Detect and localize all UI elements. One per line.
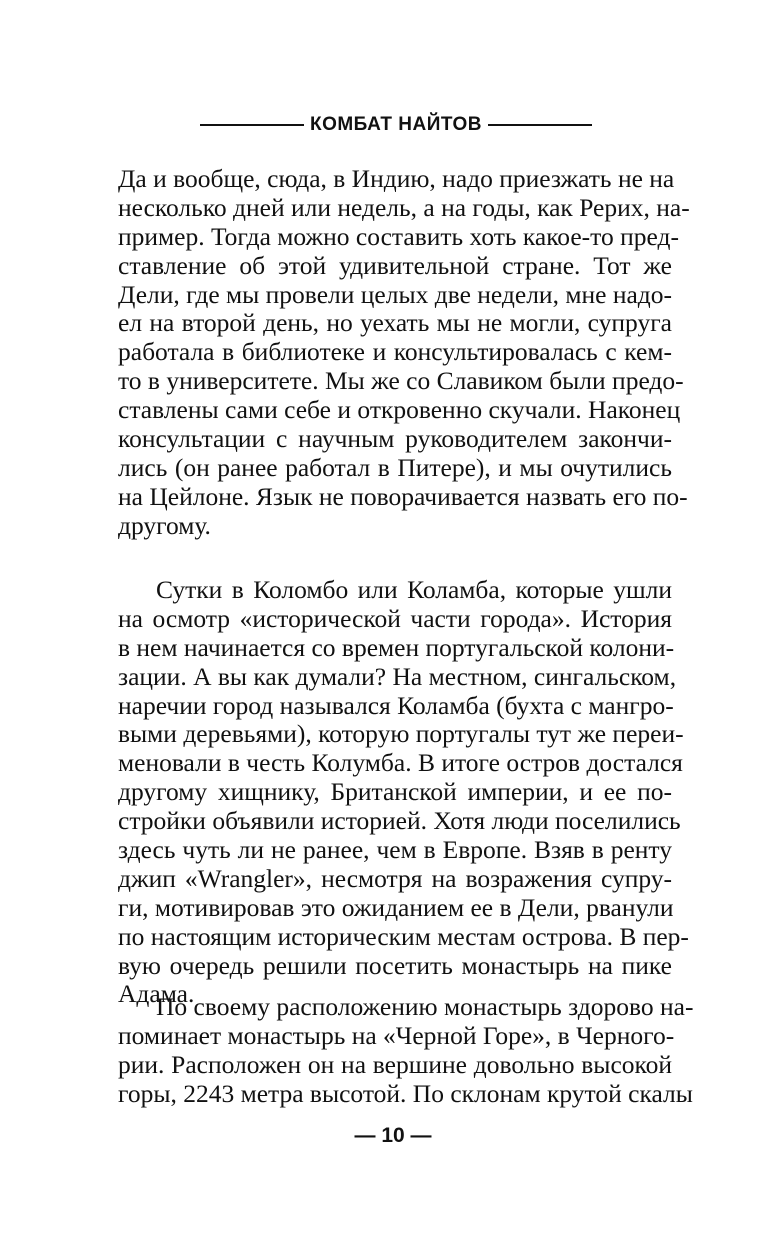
paragraph-2 [118, 575, 689, 1009]
text-line: вую очередь решили посетить монастырь на пике [118, 950, 672, 980]
header-rule-right [488, 124, 592, 126]
text-line: По своему расположению монастырь здорово на- [156, 992, 694, 1021]
paragraph-3 [118, 992, 694, 1109]
text-line: стройки объявили историей. Хотя люди поселились [118, 806, 681, 836]
text-line: Да и вообще, сюда, в Индию, надо приезжать не на [118, 164, 675, 193]
text-line: пример. Тогда можно составить хоть какое-то пред- [118, 221, 679, 251]
text-line: горы, 2243 метра высотой. По склонам крутой скалы [118, 1078, 693, 1108]
text-line: то в университете. Мы же со Славиком были предо- [118, 366, 684, 396]
text-line: выми деревьями), которую португалы тут же переи- [118, 719, 684, 749]
text-line: ставлены сами себе и откровенно скучали. Наконец [118, 395, 681, 425]
header-rule-left [200, 124, 304, 126]
text-line: Адама. [118, 979, 195, 1009]
text-line: другому хищнику, Британской империи, и ее по- [118, 777, 672, 807]
text-line: другому. [118, 510, 211, 540]
text-line: в нем начинается со времен португальской колони- [118, 632, 675, 662]
text-line: зации. А вы как думали? На местном, сингальском, [118, 661, 677, 691]
text-line: ел на второй день, но уехать мы не могли, супруга [118, 308, 672, 338]
text-line: на осмотр «исторической части города». История [118, 603, 672, 633]
text-line: рии. Расположен он на вершине довольно высокой [118, 1049, 672, 1079]
text-line: поминает монастырь на «Черной Горе», в Черного- [118, 1020, 675, 1050]
paragraph-1 [118, 164, 690, 541]
text-line: Дели, где мы провели целых две недели, мне надо- [118, 279, 672, 309]
text-line: Сутки в Коломбо или Коламба, которые ушли [156, 575, 672, 604]
text-line: ставление об этой удивительной стране. Тот же [118, 250, 672, 280]
text-line: меновали в честь Колумба. В итоге остров достался [118, 748, 683, 778]
text-line: лись (он ранее работал в Питере), и мы очутились [118, 452, 672, 482]
text-line: на Цейлоне. Язык не поворачивается назвать его по- [118, 481, 688, 511]
page-number: — 10 — [354, 1124, 432, 1147]
text-line: несколько дней или недель, а на годы, как Рерих, на- [118, 192, 690, 222]
text-line: наречии город назывался Коламба (бухта с мангро- [118, 690, 674, 720]
running-header [200, 114, 592, 136]
text-line: джип «Wrangler», несмотря на возражения супру- [118, 863, 672, 893]
text-line: по настоящим историческим местам острова. В пер- [118, 921, 689, 951]
running-header-title: КОМБАТ НАЙТОВ [309, 114, 483, 135]
text-line: работала в библиотеке и консультировалась с кем- [118, 337, 672, 367]
text-line: ги, мотивировав это ожиданием ее в Дели, рванули [118, 892, 674, 922]
text-line: здесь чуть ли не ранее, чем в Европе. Взяв в ренту [118, 835, 672, 865]
text-line: консультации с научным руководителем закончи- [118, 424, 672, 454]
